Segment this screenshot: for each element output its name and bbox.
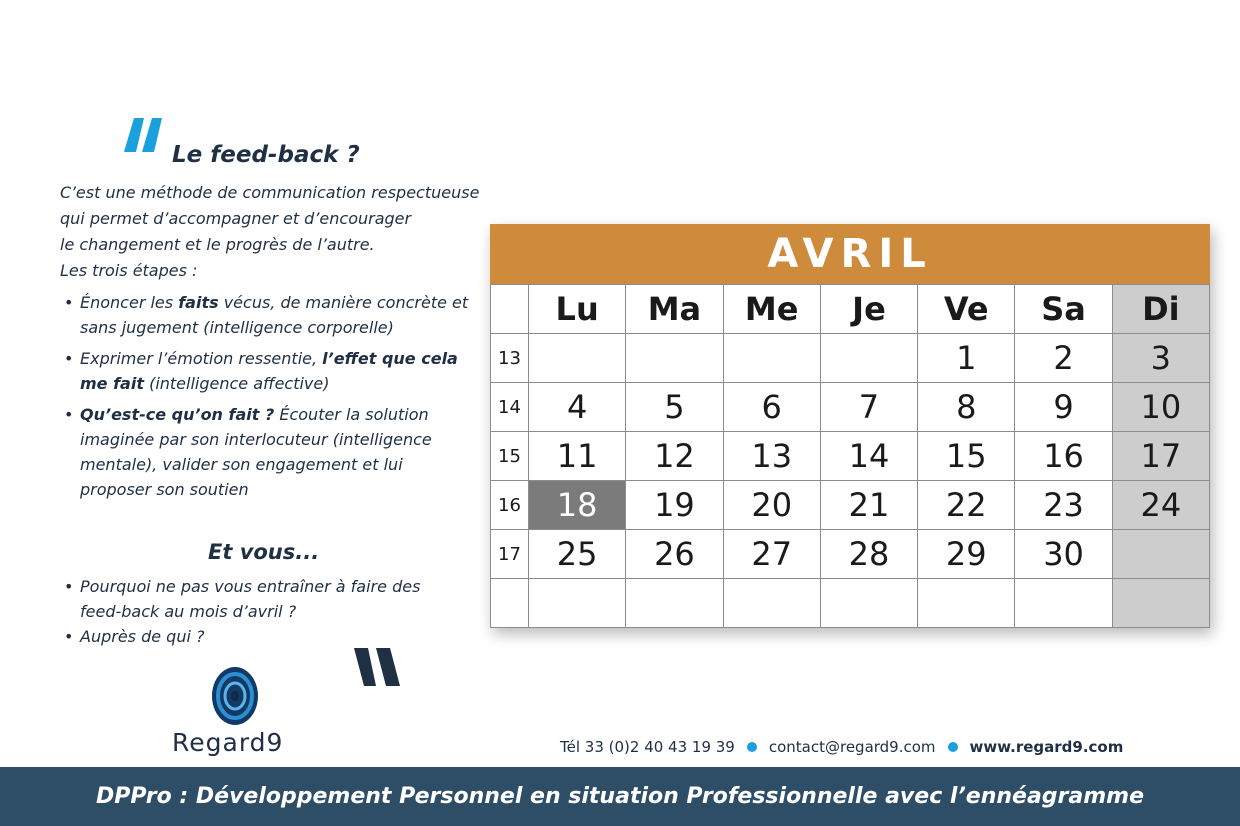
footer-title: DPPro : Développement Personnel en situation Professionnelle avec l’ennéagramme bbox=[95, 784, 1145, 809]
question-item: • Auprès de qui ? bbox=[62, 624, 462, 649]
step-item: • Exprimer l’émotion ressentie, l’effet que cela me fait (intelligence affective) bbox=[62, 346, 472, 396]
date-cell: 1 bbox=[918, 334, 1015, 383]
date-cell: 7 bbox=[820, 383, 917, 432]
step-item: • Énoncer les faits vécus, de manière concrète et sans jugement (intelligence corporelle) bbox=[62, 290, 472, 340]
footer-banner bbox=[0, 767, 1240, 826]
weekday-label: Di bbox=[1112, 285, 1209, 334]
contact-line bbox=[560, 737, 1123, 757]
date-cell: 20 bbox=[723, 481, 820, 530]
date-cell: 15 bbox=[918, 432, 1015, 481]
week-row bbox=[491, 432, 1210, 481]
weekday-label: Me bbox=[723, 285, 820, 334]
intro-line: C’est une méthode de communication respectueuse bbox=[60, 183, 480, 202]
opening-quote-icon bbox=[124, 118, 166, 152]
step-item: • Qu’est-ce qu’on fait ? Écouter la solution imaginée par son interlocuteur (intelligence mentale), valider son engagement et lui proposer son soutien bbox=[62, 402, 472, 502]
week-number: 13 bbox=[491, 334, 529, 383]
calendar bbox=[490, 224, 1210, 628]
date-cell: 10 bbox=[1112, 383, 1209, 432]
date-cell: 30 bbox=[1015, 530, 1112, 579]
et-vous-heading: Et vous... bbox=[208, 540, 320, 564]
date-cell: 22 bbox=[918, 481, 1015, 530]
date-cell: 28 bbox=[820, 530, 917, 579]
website-link[interactable]: www.regard9.com bbox=[969, 738, 1124, 756]
date-cell: 6 bbox=[723, 383, 820, 432]
weekday-label: Ve bbox=[918, 285, 1015, 334]
date-cell: 17 bbox=[1112, 432, 1209, 481]
questions-list bbox=[62, 574, 462, 649]
weekday-label: Sa bbox=[1015, 285, 1112, 334]
date-cell: 2 bbox=[1015, 334, 1112, 383]
date-cell bbox=[820, 334, 917, 383]
week-row bbox=[491, 383, 1210, 432]
date-cell: 19 bbox=[626, 481, 723, 530]
weekday-row bbox=[491, 285, 1210, 334]
feedback-intro bbox=[60, 180, 480, 258]
date-cell: 23 bbox=[1015, 481, 1112, 530]
week-number: 14 bbox=[491, 383, 529, 432]
weekday-label: Lu bbox=[529, 285, 626, 334]
date-cell bbox=[723, 579, 820, 628]
date-cell: 4 bbox=[529, 383, 626, 432]
weekday-label: Je bbox=[820, 285, 917, 334]
date-cell: 25 bbox=[529, 530, 626, 579]
spiral-logo-icon bbox=[210, 666, 260, 726]
date-cell bbox=[529, 334, 626, 383]
date-cell bbox=[820, 579, 917, 628]
date-cell bbox=[1112, 579, 1209, 628]
question-item: • Pourquoi ne pas vous entraîner à faire des feed-back au mois d’avril ? bbox=[62, 574, 462, 624]
date-cell: 11 bbox=[529, 432, 626, 481]
month-title: AVRIL bbox=[490, 224, 1210, 284]
weekday-label: Ma bbox=[626, 285, 723, 334]
date-cell bbox=[529, 579, 626, 628]
date-cell: 5 bbox=[626, 383, 723, 432]
highlighted-date-cell: 18 bbox=[529, 481, 626, 530]
steps-label: Les trois étapes : bbox=[60, 261, 198, 280]
bullet-dot-icon bbox=[948, 742, 958, 752]
date-cell: 24 bbox=[1112, 481, 1209, 530]
logo-wordmark: Regard9 bbox=[172, 728, 284, 757]
date-cell bbox=[626, 579, 723, 628]
feedback-heading: Le feed-back ? bbox=[172, 142, 360, 168]
calendar-grid bbox=[490, 284, 1210, 628]
week-row bbox=[491, 481, 1210, 530]
week-row bbox=[491, 334, 1210, 383]
date-cell bbox=[1015, 579, 1112, 628]
date-cell: 9 bbox=[1015, 383, 1112, 432]
date-cell: 21 bbox=[820, 481, 917, 530]
week-number: 15 bbox=[491, 432, 529, 481]
date-cell: 3 bbox=[1112, 334, 1209, 383]
closing-quote-icon bbox=[354, 648, 404, 686]
week-number bbox=[491, 579, 529, 628]
date-cell: 12 bbox=[626, 432, 723, 481]
week-number-header bbox=[491, 285, 529, 334]
date-cell: 13 bbox=[723, 432, 820, 481]
steps-list bbox=[62, 290, 472, 508]
date-cell bbox=[1112, 530, 1209, 579]
week-row bbox=[491, 530, 1210, 579]
week-row bbox=[491, 579, 1210, 628]
date-cell bbox=[918, 579, 1015, 628]
date-cell: 8 bbox=[918, 383, 1015, 432]
date-cell bbox=[626, 334, 723, 383]
date-cell: 26 bbox=[626, 530, 723, 579]
intro-line: qui permet d’accompagner et d’encourager bbox=[60, 209, 412, 228]
date-cell: 29 bbox=[918, 530, 1015, 579]
date-cell: 16 bbox=[1015, 432, 1112, 481]
phone-number: Tél 33 (0)2 40 43 19 39 bbox=[560, 738, 735, 756]
date-cell: 27 bbox=[723, 530, 820, 579]
week-number: 17 bbox=[491, 530, 529, 579]
bullet-dot-icon bbox=[747, 742, 757, 752]
date-cell: 14 bbox=[820, 432, 917, 481]
intro-line: le changement et le progrès de l’autre. bbox=[60, 235, 375, 254]
week-number: 16 bbox=[491, 481, 529, 530]
email-link[interactable]: contact@regard9.com bbox=[768, 738, 936, 756]
date-cell bbox=[723, 334, 820, 383]
